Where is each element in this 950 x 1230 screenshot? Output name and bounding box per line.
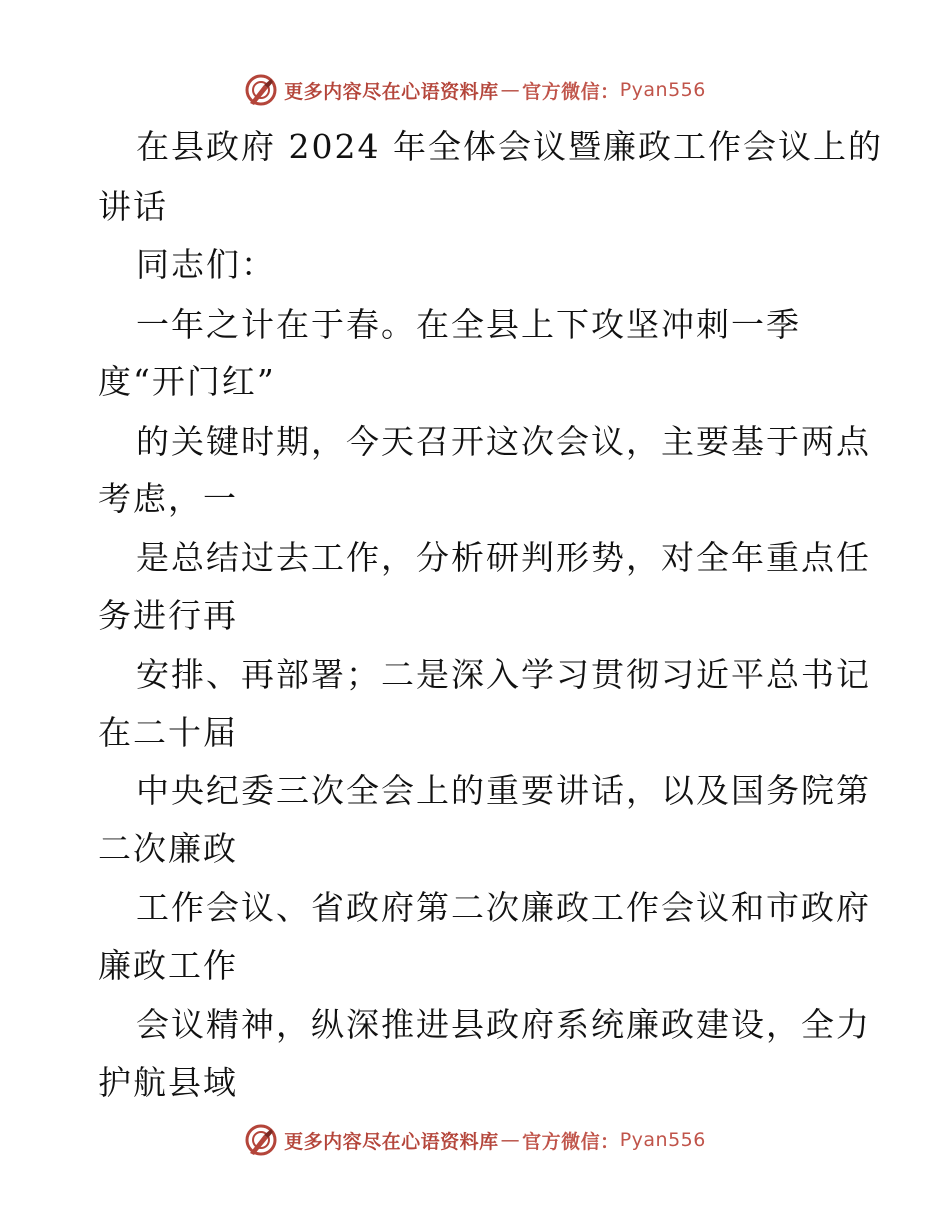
footer-watermark-banner <box>0 1120 950 1160</box>
text-line: 同志们： <box>136 245 276 284</box>
banner-wechat-id: Pyan556 <box>619 1129 706 1151</box>
text-line: 务进行再 <box>98 596 238 635</box>
text-line: 在县政府 2024 年全体会议暨廉政工作会议上的 <box>136 127 883 166</box>
header-watermark-banner <box>0 70 950 110</box>
text-line: 一年之计在于春。在全县上下攻坚冲刺一季 <box>136 305 801 344</box>
banner-wechat-id: Pyan556 <box>619 79 706 101</box>
text-line: 的关键时期，今天召开这次会议，主要基于两点 <box>136 422 871 461</box>
text-line: 度“开门红” <box>98 362 276 401</box>
banner-wechat-label: 官方微信： <box>522 80 620 103</box>
text-line: 护航县域 <box>98 1063 238 1102</box>
pen-logo-icon <box>244 1123 278 1157</box>
pen-logo-icon <box>244 73 278 107</box>
text-line: 在二十届 <box>98 713 238 752</box>
text-line: 廉政工作 <box>98 946 238 985</box>
text-line: 考虑，一 <box>98 479 238 518</box>
text-line: 工作会议、省政府第二次廉政工作会议和市政府 <box>136 888 871 927</box>
text-line: 中央纪委三次全会上的重要讲话，以及国务院第 <box>136 771 871 810</box>
banner-separator: — <box>500 1129 521 1151</box>
text-line: 讲话 <box>98 187 168 226</box>
banner-text: 更多内容尽在心语资料库 <box>284 80 499 103</box>
text-line: 会议精神，纵深推进县政府系统廉政建设，全力 <box>136 1005 871 1044</box>
text-line: 安排、再部署；二是深入学习贯彻习近平总书记 <box>136 655 871 694</box>
banner-wechat-label: 官方微信： <box>522 1130 620 1153</box>
banner-separator: — <box>500 79 521 101</box>
banner-text: 更多内容尽在心语资料库 <box>284 1130 499 1153</box>
text-line: 是总结过去工作，分析研判形势，对全年重点任 <box>136 538 871 577</box>
text-line: 二次廉政 <box>98 829 238 868</box>
